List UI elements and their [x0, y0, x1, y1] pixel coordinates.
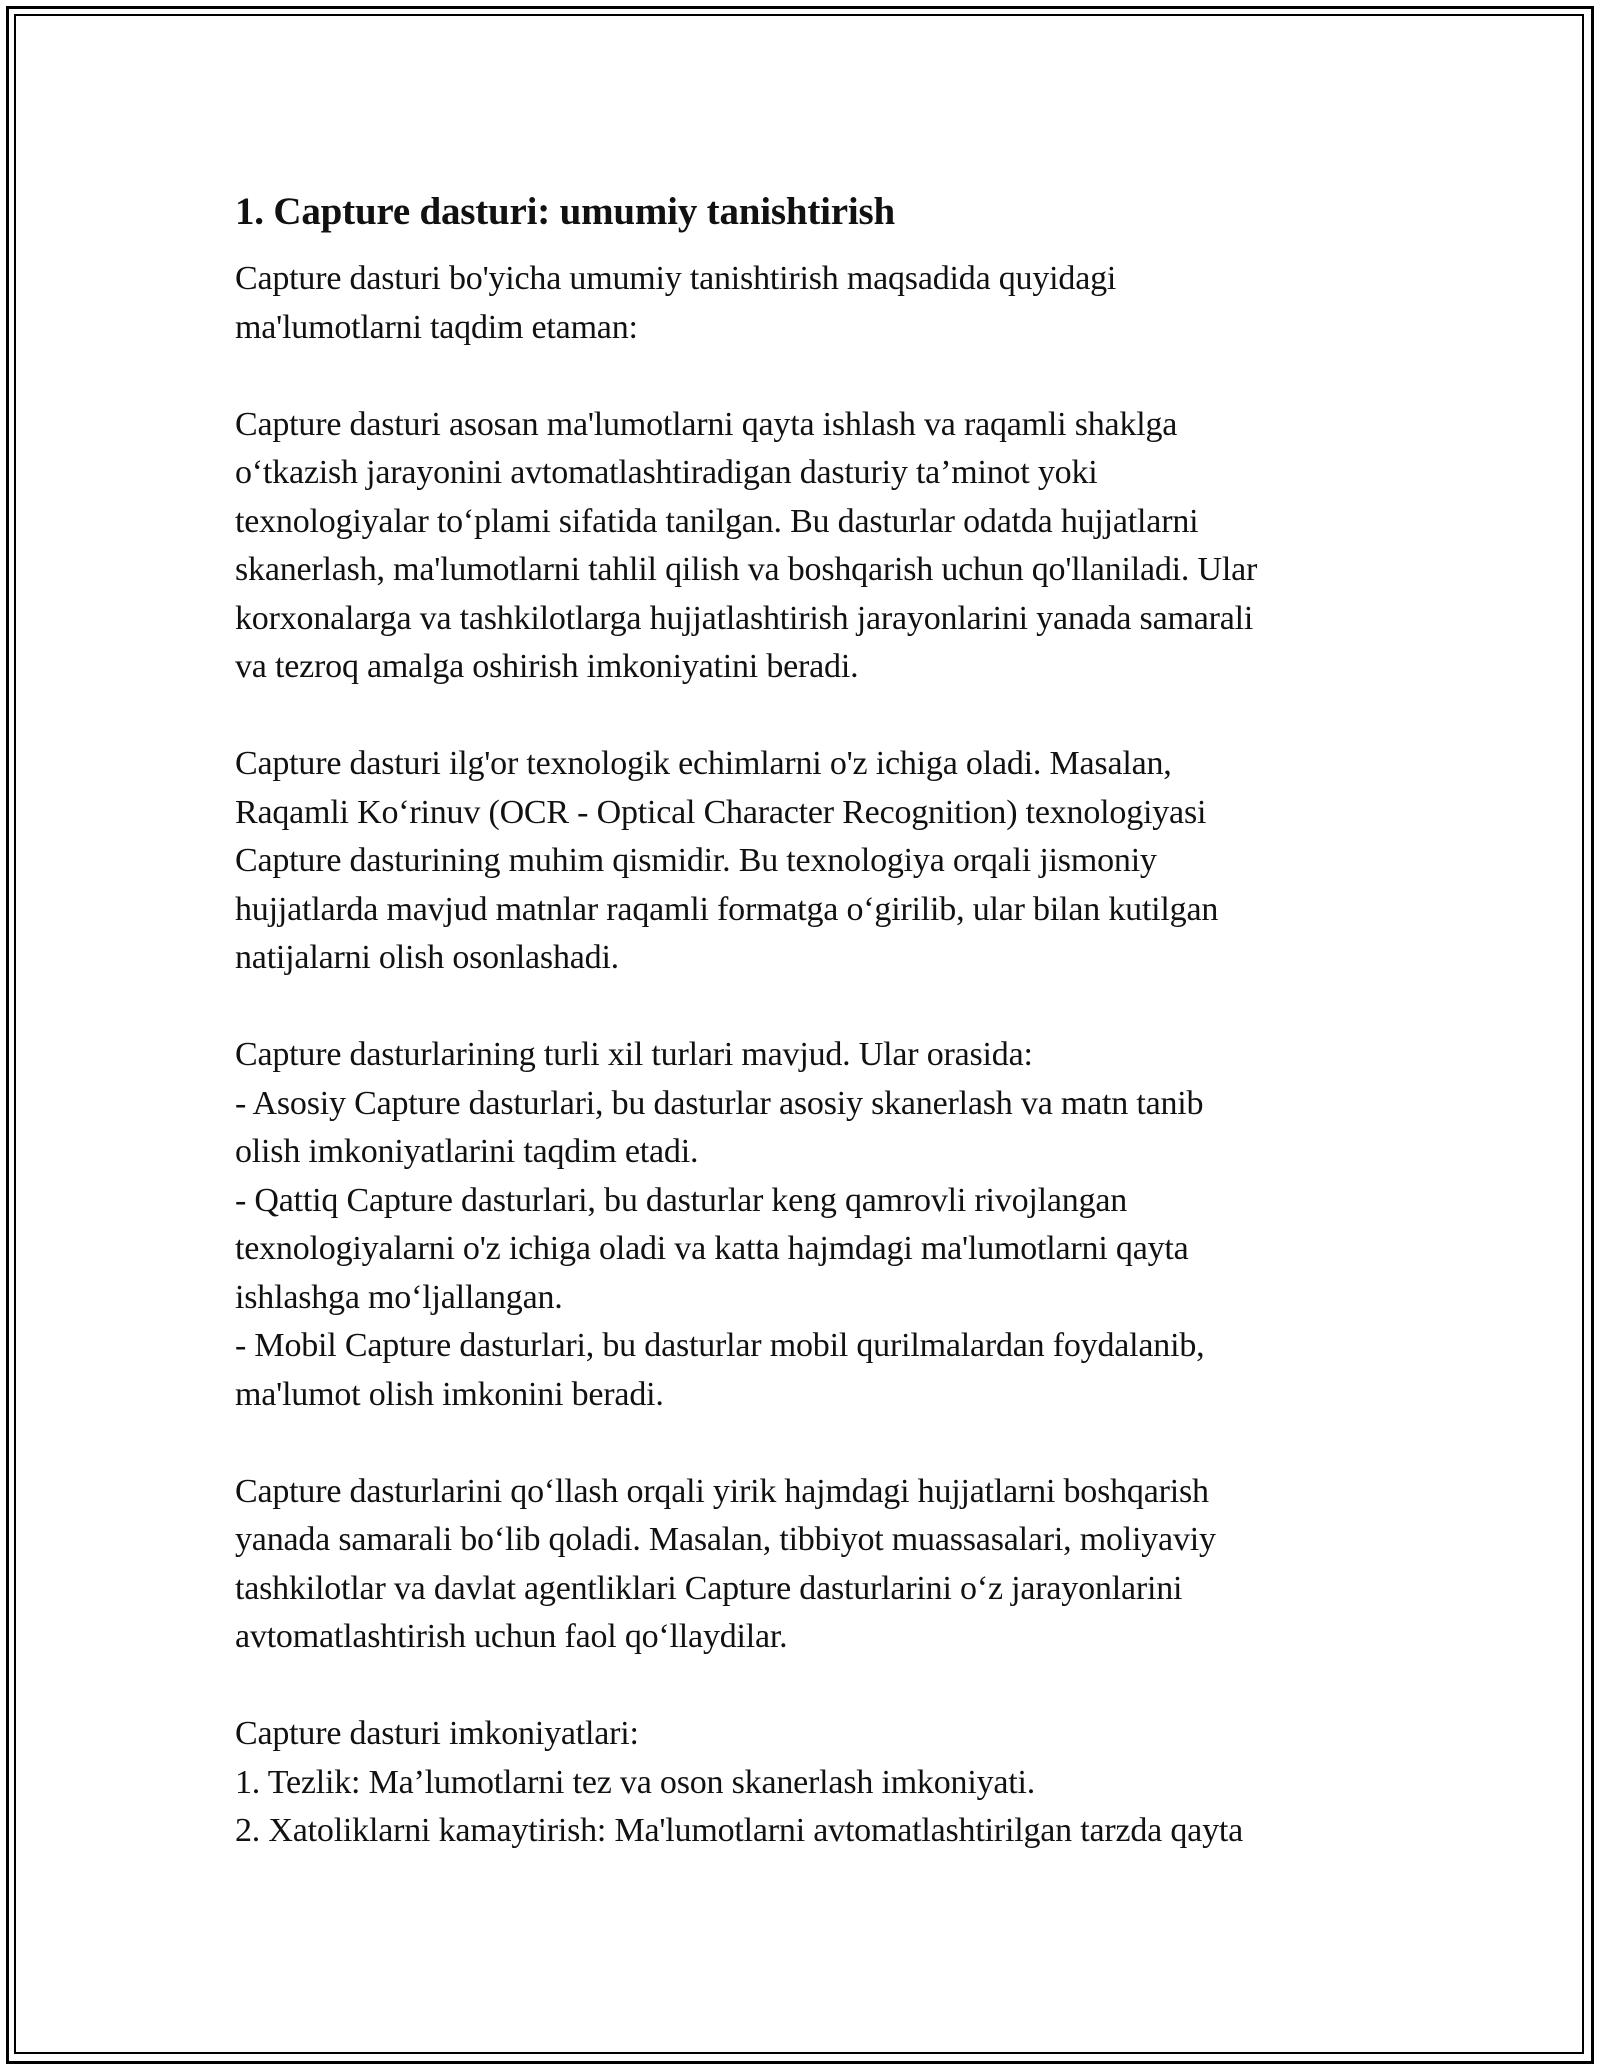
paragraph-capabilities [235, 1710, 1375, 1856]
paragraph-ocr [235, 740, 1375, 983]
text-line: olish imkoniyatlarini taqdim etadi. [235, 1133, 699, 1170]
text-line: ma'lumotlarni taqdim etaman: [235, 308, 638, 346]
paragraph-gap [235, 983, 1375, 1032]
text-line: Capture dasturi bo'yicha umumiy tanishtirish maqsadida quyidagi [235, 260, 1117, 297]
text-line: tashkilotlar va davlat agentliklari Capture dasturlarini o‘z jarayonlarini [235, 1569, 1183, 1607]
text-line: Capture dasturlarini qo‘llash orqali yirik hajmdagi hujjatlarni boshqarish [235, 1472, 1209, 1510]
text-line: Capture dasturi asosan ma'lumotlarni qayta ishlash va raqamli shaklga [235, 405, 1178, 443]
list-item: - Asosiy Capture dasturlari, bu dasturlar asosiy skanerlash va matn tanib [235, 1084, 1204, 1122]
text-line: Capture dasturi imkoniyatlari: [235, 1715, 639, 1752]
list-item: - Qattiq Capture dasturlari, bu dasturlar keng qamrovli rivojlangan [235, 1181, 1128, 1219]
list-item: 2. Xatoliklarni kamaytirish: Ma'lumotlarni avtomatlashtirilgan tarzda qayta [235, 1812, 1244, 1849]
text-line: natijalarni olish osonlashadi. [235, 939, 619, 976]
text-line: Capture dasturining muhim qismidir. Bu texnologiya orqali jismoniy [235, 842, 1157, 879]
text-line: Capture dasturlarining turli xil turlari mavjud. Ular orasida: [235, 1036, 1033, 1073]
text-line: texnologiyalar to‘plami sifatida tanilgan. Bu dasturlar odatda hujjatlarni [235, 502, 1199, 540]
list-item: - Mobil Capture dasturlari, bu dasturlar mobil qurilmalardan foydalanib, [235, 1327, 1205, 1364]
text-line: Raqamli Ko‘rinuv (OCR - Optical Character Recognition) texnologiyasi [235, 793, 1207, 831]
paragraph-usage [235, 1468, 1375, 1662]
text-line: va tezroq amalga oshirish imkoniyatini beradi. [235, 648, 859, 685]
text-line: korxonalarga va tashkilotlarga hujjatlashtirish jarayonlarini yanada samarali [235, 599, 1254, 637]
paragraph-types [235, 1031, 1375, 1419]
text-line: avtomatlashtirish uchun faol qo‘llaydilar. [235, 1618, 788, 1655]
text-line: o‘tkazish jarayonini avtomatlashtiradigan dasturiy ta’minot yoki [235, 454, 1098, 491]
text-line: yanada samarali bo‘lib qoladi. Masalan, tibbiyot muassasalari, moliyaviy [235, 1521, 1216, 1558]
paragraph-gap [235, 1419, 1375, 1468]
text-line: hujjatlarda mavjud matnlar raqamli formatga o‘girilib, ular bilan kutilgan [235, 890, 1219, 928]
document-body [235, 185, 1375, 1856]
paragraph-definition [235, 401, 1375, 692]
paragraph-gap [235, 692, 1375, 741]
text-line: ma'lumot olish imkonini beradi. [235, 1375, 664, 1413]
paragraph-gap [235, 352, 1375, 401]
intro-paragraph [235, 255, 1375, 352]
document-title: 1. Capture dasturi: umumiy tanishtirish [235, 190, 895, 233]
text-line: skanerlash, ma'lumotlarni tahlil qilish va boshqarish uchun qo'llaniladi. Ular [235, 551, 1258, 588]
text-line: ishlashga mo‘ljallangan. [235, 1278, 563, 1316]
text-line: texnologiyalarni o'z ichiga oladi va katta hajmdagi ma'lumotlarni qayta [235, 1230, 1189, 1267]
list-item: 1. Tezlik: Ma’lumotlarni tez va oson skanerlash imkoniyati. [235, 1763, 1036, 1801]
paragraph-gap [235, 1662, 1375, 1711]
text-line: Capture dasturi ilg'or texnologik echimlarni o'z ichiga oladi. Masalan, [235, 745, 1172, 782]
